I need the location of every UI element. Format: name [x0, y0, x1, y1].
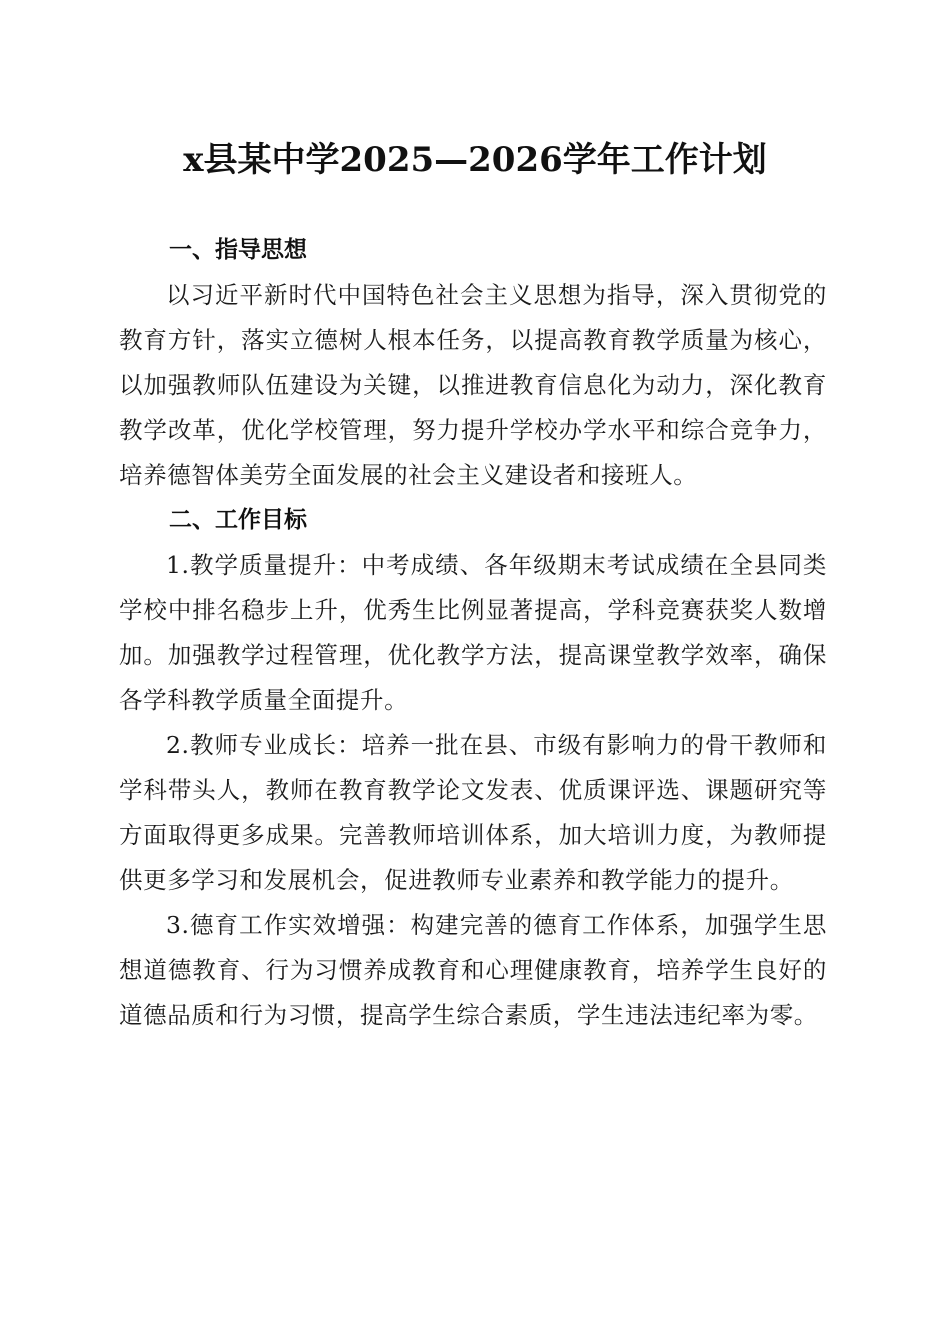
- section-work-goals: [119, 498, 827, 1038]
- paragraph: 2.教师专业成长：培养一批在县、市级有影响力的骨干教师和学科带头人，教师在教育教学论文发表、优质课评选、课题研究等方面取得更多成果。完善教师培训体系，加大培训力度，为教师提供更多学习和发展机会，促进教师专业素养和教学能力的提升。: [119, 731, 827, 894]
- document-title: x县某中学2025—2026学年工作计划: [183, 140, 767, 180]
- section-guiding-ideology: [119, 228, 827, 498]
- paragraph: 3.德育工作实效增强：构建完善的德育工作体系，加强学生思想道德教育、行为习惯养成教育和心理健康教育，培养学生良好的道德品质和行为习惯，提高学生综合素质，学生违法违纪率为零。: [119, 911, 827, 1029]
- section-heading: 二、工作目标: [169, 507, 307, 533]
- paragraph: 以习近平新时代中国特色社会主义思想为指导，深入贯彻党的教育方针，落实立德树人根本任务，以提高教育教学质量为核心，以加强教师队伍建设为关键，以推进教育信息化为动力，深化教育教学改革，优化学校管理，努力提升学校办学水平和综合竞争力，培养德智体美劳全面发展的社会主义建设者和接班人。: [119, 281, 827, 489]
- paragraph: 1.教学质量提升：中考成绩、各年级期末考试成绩在全县同类学校中排名稳步上升，优秀生比例显著提高，学科竞赛获奖人数增加。加强教学过程管理，优化教学方法，提高课堂教学效率，确保各学科教学质量全面提升。: [119, 551, 827, 714]
- document-body: [119, 228, 827, 1038]
- section-heading: 一、指导思想: [169, 237, 307, 263]
